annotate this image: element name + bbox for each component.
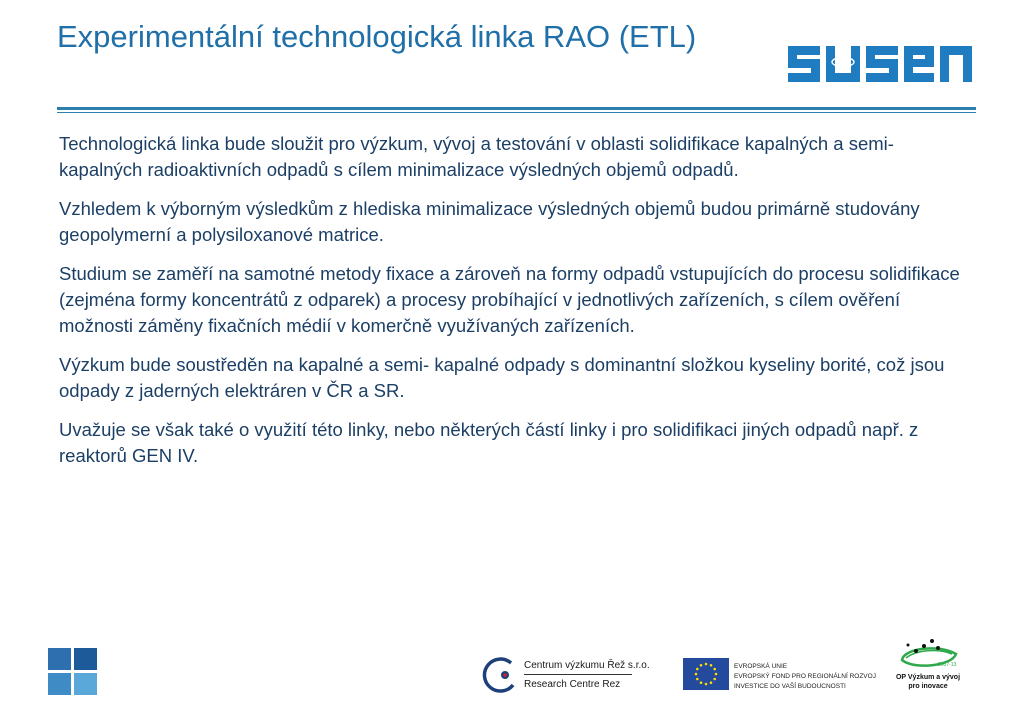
paragraph: Technologická linka bude sloužit pro výzkum, vývoj a testování v oblasti solidifikace kapalných a semi- kapalných radioaktivních odpadů s cílem minimalizace výsledných objemů odpadů. [59, 133, 894, 180]
cvr-logo-icon [481, 655, 521, 695]
page-title: Experimentální technologická linka RAO (ETL) [57, 19, 697, 54]
op-vavpi-logo-icon [894, 636, 964, 674]
susen-logo [786, 42, 974, 88]
op-year: 2007-13 [938, 662, 957, 668]
cvr-english-name: Research Centre Rez [524, 679, 621, 690]
eu-flag-icon [683, 658, 729, 690]
header-divider-thin [57, 112, 976, 113]
paragraph: Uvažuje se však také o využití této linky, nebo některých částí linky i pro solidifikaci jiných odpadů např. z reaktorů GEN IV. [59, 419, 919, 466]
paragraph: Vzhledem k výborným výsledkům z hlediska minimalizace výsledných objemů budou primárně studovány geopolymerní a polysiloxanové matrice. [59, 198, 920, 245]
content-body [59, 131, 969, 482]
op-program-name: OP Výzkum a vývoj pro inovace [895, 674, 961, 690]
cvr-divider [524, 674, 632, 675]
paragraph: Výzkum bude soustředěn na kapalné a semi- kapalné odpady s dominantní složkou kyseliny borité, což jsou odpady z jaderných elektráren v ČR a SR. [59, 354, 945, 401]
blue-tiles-logo [48, 648, 98, 696]
paragraph: Studium se zaměří na samotné metody fixace a zároveň na formy odpadů vstupujících do procesu solidifikace (zejména formy koncentrátů z odparek) a procesy probíhající v jednotlivých zařízeních, s cílem ověření možnosti záměny fixačních médií v komerčně využívaných zařízeních. [59, 263, 960, 336]
header-divider [57, 107, 976, 110]
cvr-name: Centrum výzkumu Řež s.r.o. [524, 660, 650, 671]
eu-text: EVROPSKÁ UNIE EVROPSKÝ FOND PRO REGIONÁLNÍ ROZVOJ INVESTICE DO VAŠÍ BUDOUCNOSTI [734, 663, 876, 690]
